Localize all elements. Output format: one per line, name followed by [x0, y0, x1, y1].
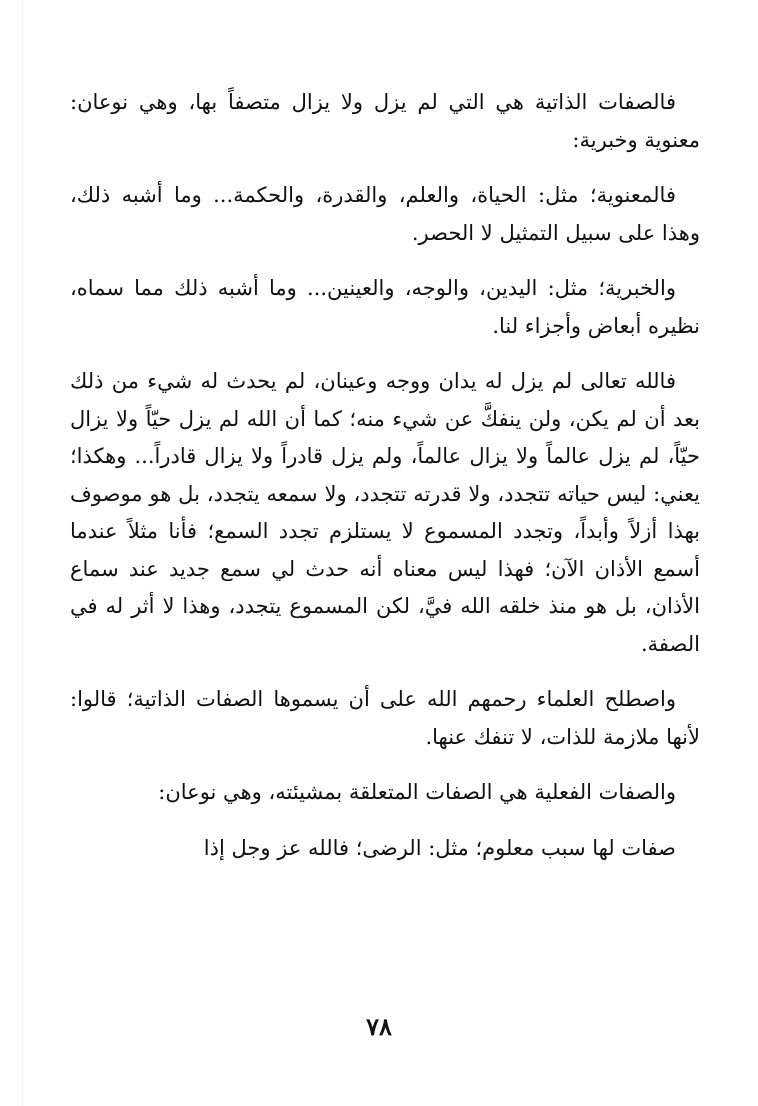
page-number: ٧٨	[366, 1012, 392, 1041]
paragraph-caused-attributes: صفات لها سبب معلوم؛ مثل: الرضى؛ فالله عز وجل إذا	[203, 835, 676, 860]
document-body	[70, 84, 700, 885]
paragraph-scholars-terminology: واصطلح العلماء رحمهم الله على أن يسموها الصفات الذاتية؛ قالوا: لأنها ملازمة للذات، لا تنفك عنها.	[70, 687, 700, 749]
page-edge-line	[22, 0, 23, 1106]
paragraph-eternal-attributes: فالله تعالى لم يزل له يدان ووجه وعينان، لم يحدث له شيء من ذلك بعد أن لم يكن، ولن ينفكَّ عن شيء منه؛ كما أن الله لم يزل حيّاً ولا يزال حيّاً، لم يزل عالماً ولا يزال عالماً، ولم يزل قادراً ولا يزال قادراً... وهكذا؛ يعني: ليس حياته تتجدد، ولا قدرته تتجدد، ولا سمعه يتجدد، بل هو موصوف بهذا أزلاً وأبداً، وتجدد المسموع لا يستلزم تجدد السمع؛ فأنا مثلاً عندما أسمع الأذان الآن؛ فهذا ليس معناه أنه حدث لي سمع جديد عند سماع الأذان، بل هو منذ خلقه الله فيَّ، لكن المسموع يتجدد، وهذا لا أثر له في الصفة.	[70, 369, 700, 656]
paragraph-essential-attributes: فالصفات الذاتية هي التي لم يزل ولا يزال متصفاً بها، وهي نوعان: معنوية وخبرية:	[70, 90, 700, 152]
paragraph-action-attributes: والصفات الفعلية هي الصفات المتعلقة بمشيئته، وهي نوعان:	[158, 780, 676, 804]
paragraph-abstract-attributes: فالمعنوية؛ مثل: الحياة، والعلم، والقدرة، والحكمة... وما أشبه ذلك، وهذا على سبيل التمثيل لا الحصر.	[70, 183, 700, 245]
paragraph-reported-attributes: والخبرية؛ مثل: اليدين، والوجه، والعينين... وما أشبه ذلك مما سماه، نظيره أبعاض وأجزاء لنا.	[70, 276, 700, 338]
